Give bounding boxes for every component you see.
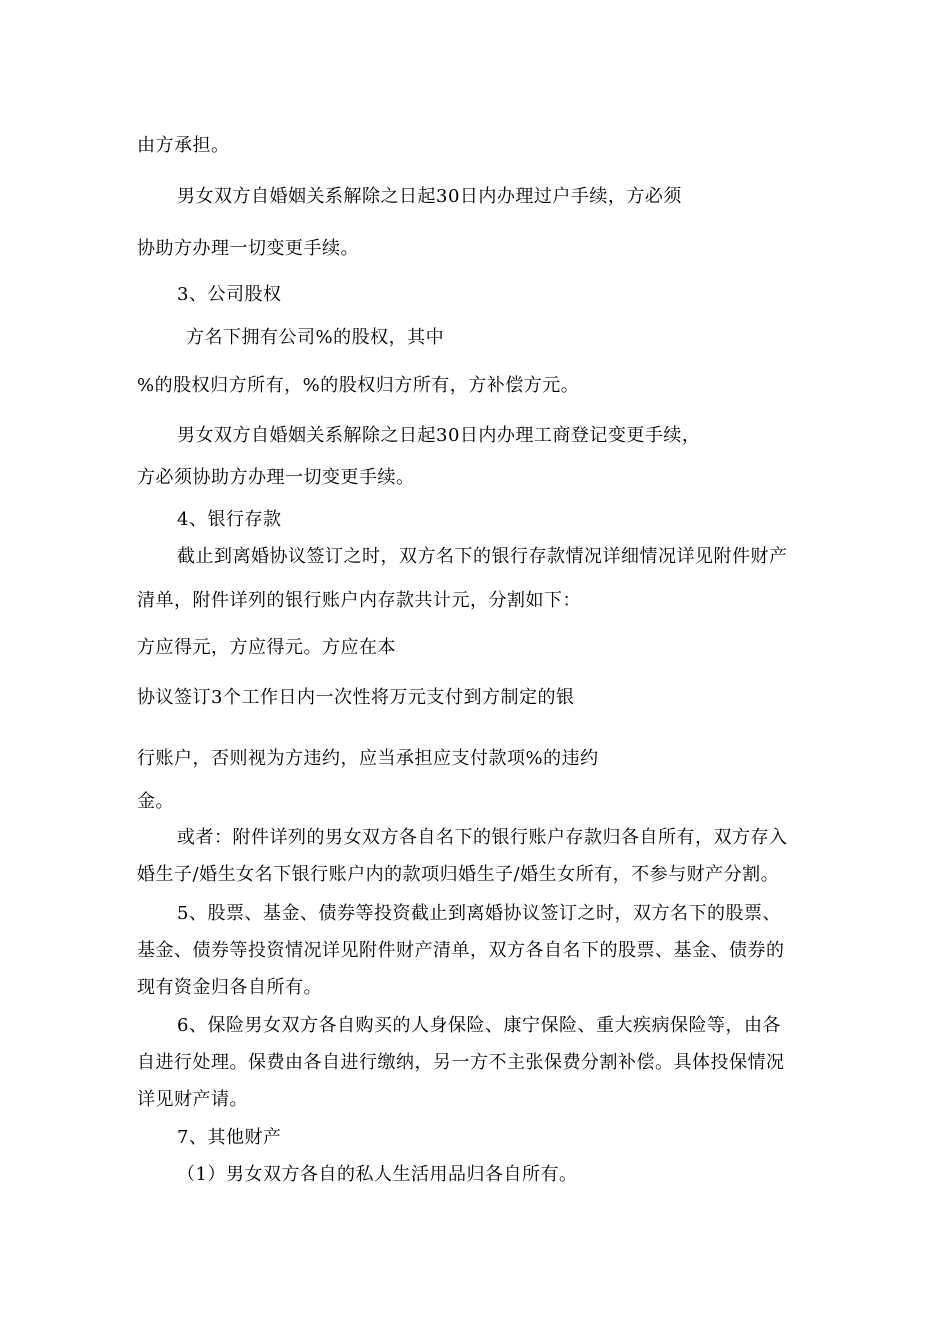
text-line: 清单，附件详列的银行账户内存款共计元，分割如下： (137, 590, 581, 611)
text-line: 方必须协助方办理一切变更手续。 (137, 467, 415, 488)
text-line: 由方承担。 (137, 135, 230, 156)
text-line: 截止到离婚协议签订之时，双方名下的银行存款情况详细情况详见附件财产 (177, 546, 788, 567)
text-line: 详见财产请。 (137, 1089, 248, 1110)
text-line: （1）男女双方各自的私人生活用品归各自所有。 (177, 1164, 578, 1185)
section-heading: 4、银行存款 (177, 509, 282, 530)
section-heading: 3、公司股权 (177, 284, 282, 305)
text-line: 方应得元，方应得元。方应在本 (137, 637, 396, 658)
text-line: %的股权归方所有，%的股权归方所有，方补偿方元。 (137, 375, 580, 396)
text-line: 6、保险男女双方各自购买的人身保险、康宁保险、重大疾病保险等，由各 (177, 1015, 781, 1036)
text-line: 婚生子/婚生女名下银行账户内的款项归婚生子/婚生女所有，不参与财产分割。 (137, 864, 780, 885)
text-line: 协助方办理一切变更手续。 (137, 238, 359, 259)
text-line: 基金、债券等投资情况详见附件财产清单，双方各自名下的股票、基金、债券的 (137, 940, 785, 961)
text-line: 男女双方自婚姻关系解除之日起30日内办理工商登记变更手续， (177, 425, 701, 446)
text-line: 协议签订3个工作日内一次性将万元支付到方制定的银 (137, 687, 575, 708)
text-line: 或者：附件详列的男女双方各自名下的银行账户存款归各自所有，双方存入 (177, 827, 788, 848)
text-line: 金。 (137, 791, 174, 812)
text-line: 行账户，否则视为方违约，应当承担应支付款项%的违约 (137, 748, 599, 769)
text-line: 5、股票、基金、债券等投资截止到离婚协议签订之时，双方名下的股票、 (177, 903, 781, 924)
text-line: 方名下拥有公司%的股权，其中 (186, 327, 445, 348)
text-line: 现有资金归各自所有。 (137, 977, 322, 998)
section-heading: 7、其他财产 (177, 1127, 282, 1148)
text-line: 自进行处理。保费由各自进行缴纳，另一方不主张保费分割补偿。具体投保情况 (137, 1052, 785, 1073)
text-line: 男女双方自婚姻关系解除之日起30日内办理过户手续，方必须 (177, 186, 682, 207)
